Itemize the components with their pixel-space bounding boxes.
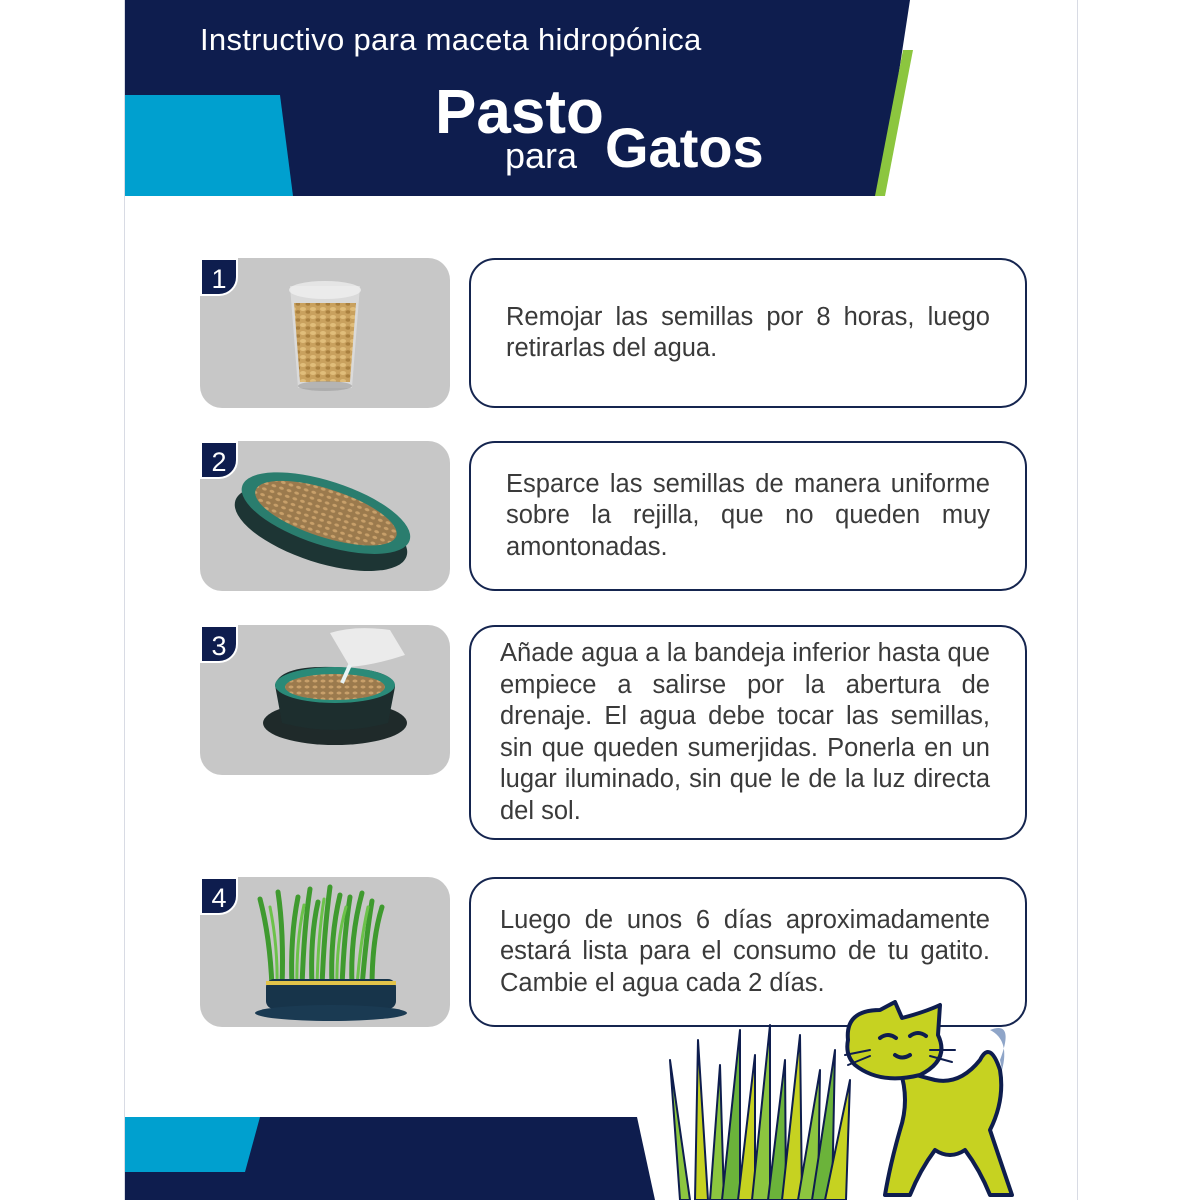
step-1-text-box xyxy=(469,258,1027,408)
footer-cyan-accent xyxy=(125,1117,260,1172)
title-pasto: Pasto xyxy=(435,78,604,147)
step-2-text: Esparce las semillas de manera uniforme sobre la rejilla, que no queden muy amontonadas. xyxy=(506,469,990,561)
step-4-number-badge: 4 xyxy=(200,877,238,915)
step-2-text-box xyxy=(469,441,1027,591)
instruction-sheet xyxy=(124,0,1078,1200)
step-3-text: Añade agua a la bandeja inferior hasta que empiece a salirse por la abertura de drenaje. El agua debe tocar las semillas, sin que queden sumerjidas. Ponerla en un lugar iluminado, sin que le de la luz directa del sol. xyxy=(500,639,990,825)
step-3-text-box xyxy=(469,625,1027,840)
step-1-number-badge: 1 xyxy=(200,258,238,296)
title-gatos: Gatos xyxy=(605,116,764,179)
step-3-number-badge: 3 xyxy=(200,625,238,663)
step-2-number-badge: 2 xyxy=(200,441,238,479)
cat-illustration xyxy=(840,1000,1070,1200)
header-subtitle: Instructivo para maceta hidropónica xyxy=(200,22,702,57)
title-para: para xyxy=(505,135,578,176)
step-1-text: Remojar las semillas por 8 horas, luego retirarlas del agua. xyxy=(506,302,990,362)
step-4-text: Luego de unos 6 días aproximadamente estará lista para el consumo de tu gatito. Cambie el agua cada 2 días. xyxy=(500,905,990,997)
header-cyan-accent xyxy=(125,95,293,196)
grass-illustration xyxy=(660,1020,860,1200)
